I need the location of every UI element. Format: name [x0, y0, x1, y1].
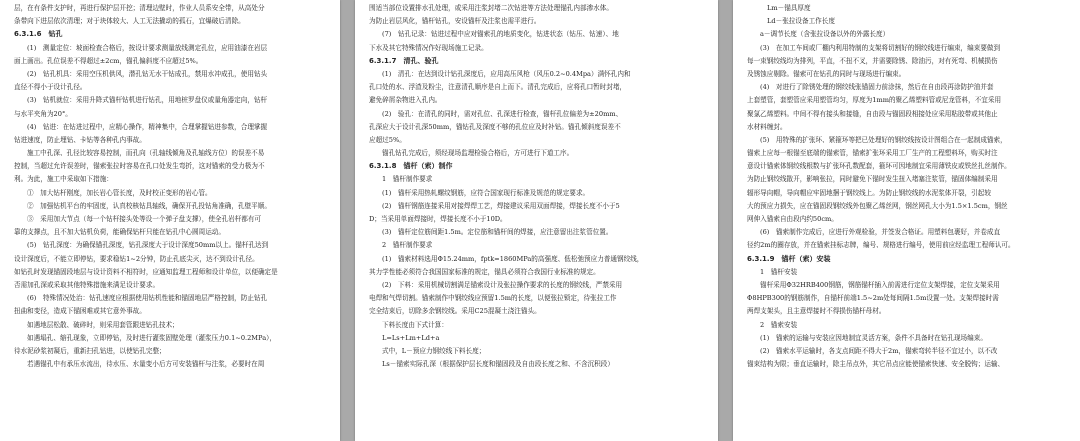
text-line: 如钻孔时发现锚固段地层与设计资料不相符时，应通知监理工程师和设计单位，以便确定是 [14, 267, 278, 276]
text-line: 电焊和气焊切割。锚索制作中钢绞线应预留1.5m的长度，以便张拉锁定，待张拉工作 [369, 294, 617, 303]
text-line: 如遇地层松散、破碎时，则采用套管跟进钻孔技术； [27, 320, 179, 329]
text-line: 为防止岩层风化，锚杆钻孔，安设锚杆及注浆也需平进行。 [369, 17, 541, 26]
document-page-right [733, 0, 1080, 441]
text-line: ① 加大钻杆刚度，加长岩心管长度，及时校正变形的岩心管。 [27, 188, 212, 197]
text-line: (4) 钻进：在钻进过程中，应精心操作，精神集中，合理掌握钻进参数，合理掌握 [27, 122, 268, 131]
text-line: (1) 清孔：在达到设计钻孔深度后，应用高压风枪（风压0.2~0.4Mpa）满怀孔内和 [382, 69, 631, 78]
section-heading: 6.3.1.8 锚杆（索）制作 [369, 162, 453, 171]
text-line: 水材料缠封。 [747, 122, 787, 131]
text-line: 孔深应大于设计孔深50mm，锚钻孔及深度不够的孔位应及时补钻。锚孔倾斜度误差不 [369, 122, 621, 131]
text-line: (4) 对进行了除锈处理的钢绞线张锚固力前涂抹，然后在自由段再涂防护油并套 [760, 83, 994, 92]
text-line: (1) 锚杆采用热轧螺纹钢筋，应符合国家现行标准及规范的规定要求。 [382, 188, 590, 197]
text-line: 1 锚杆制作要求 [382, 175, 433, 184]
text-line: (5) 钻孔深度：为确保锚孔深度，钻孔深度大于设计深度50mm以上。锚杆孔达到 [27, 241, 269, 250]
text-line: Ld－张拉设备工作长度 [767, 17, 835, 26]
text-line: 围适当部位设置排水孔处理，或采用注浆封堵二次钻进等方法处理锚孔内部渗水体。 [369, 4, 613, 12]
text-line: 锚束结构为限；垂直运输时，除主吊点外，其它吊点应能使锚索快速、安全脱钩；运输、 [747, 360, 1005, 369]
text-line: D；当采用单面焊接时，焊接长度不小于10D。 [369, 215, 507, 223]
text-line: 完全结束后，切除多余钢绞线。采用C25混凝土浇注锚头。 [369, 307, 541, 316]
text-line: 面上画出。孔位误差不得超过±2cm，锚孔偏斜度不应超过5%。 [14, 56, 203, 65]
text-line: (1) 锚索的运输与安装应因地制宜灵活方案，条件不具备时在钻孔现场编束。 [760, 333, 987, 342]
text-line: (1) 测量定位：坡面检查合格后，按设计要求测量放线测定孔位，应用油漆在岩层 [27, 43, 268, 52]
text-line: 大的预应力损失，应在锚固段钢绞线外包聚乙烯丝网，钢丝网孔大小为1.5×1.5cm，钢丝 [747, 201, 1008, 210]
text-line: 径约2m的圈存放，并在锚索挂标志牌，编号、规格进行编号，使用前应经监理工程师认可。 [747, 241, 1015, 250]
text-line: 上套塑管，套塑管应采用塑管均匀，厚度为1mm的聚乙烯塑料管或尼龙管料，不宜采用 [747, 96, 1002, 105]
text-line: 下水及其它特殊情况作好现场施工记录。 [369, 43, 488, 52]
text-line: a－调节长度（含张拉设备以外的外露长度） [760, 30, 890, 39]
text-line: 式中，L－预应力钢绞线下料长度； [382, 346, 486, 355]
text-line: 聚氯乙烯塑料。中间不得有接头和接缝，自由段与锚固段相接处应采用粘胶带或其他止 [747, 109, 998, 118]
text-line: 与水平夹角为20°。 [14, 109, 72, 118]
text-line: 1 锚杆安装 [760, 267, 798, 276]
text-line: 钻进速度，防止埋钻、卡钻等各种孔内事故。 [14, 135, 146, 144]
text-line: 施工中孔深、孔径比较容易控制，而孔向（孔轴线倾角及孔轴线方位）的误差不易 [27, 149, 265, 158]
text-line: 为防止钢绞线散开，影响张拉，同时避免下锚时发生扭入堵塞注浆管，锚固体编制采用 [747, 175, 998, 184]
text-line: Φ8HPB300的钢筋制作，自锚杆前端1.5~2m处每间隔1.5m设置一处。支架焊接时需 [747, 294, 999, 303]
text-line: 孔口处的水、浮渣及粉尘，注意清孔顺序是自上而下。清孔完成后，应将孔口暂时封堵， [369, 83, 627, 92]
text-line: (3) 在加工车间或厂棚内利用特制的支架将切割好的钢绞线进行编束，编束要做到 [760, 43, 1001, 52]
text-line: (7) 钻孔记录：钻进过程中应对锚索孔的地质变化，钻进状态（钻压、钻速）、地 [382, 30, 619, 39]
text-line: Ls－锚索实际孔深（根据保护层长度和锚固段及自由段长度之和、不含沉积段） [382, 360, 614, 369]
text-line: (6) 特殊情况处治：钻孔速度应根据使用钻机性能和锚固地层严格控制，防止钻孔 [27, 294, 268, 303]
text-line: 否需加孔深或采取其他特殊措施来满足设计要求。 [14, 280, 160, 289]
text-line: (6) 锚索制作完成后，应进行外观检验，并签发合格证。用塑料包裹好，并卷成直 [760, 228, 1001, 237]
section-heading: 6.3.1.9 锚杆（索）安装 [747, 254, 831, 263]
text-line: (2) 锚杆钢筋连接采用对接焊焊工艺，焊接建议采用双面焊接，焊接长度不小于5 [382, 201, 620, 210]
text-line: L=Ls+Lm+Ld+a [382, 333, 440, 342]
text-line: 层，在有条件支护时，再进行保护层开挖；清理边壁时，作业人员系安全带，从高处分 [14, 4, 265, 12]
text-line: 如遇塌孔、缩孔现象，立即停钻，及时进行灌浆固壁处理（灌浆压力0.1~0.2MPa）， [27, 333, 277, 342]
text-line: 辐形导向帽，导向帽应牢固地捆于钢绞线上。为防止钢绞线的水泥浆体开裂，引起较 [747, 188, 991, 197]
text-line: 若遇锚孔中有承压水流出，待水压、水量变小后方可安装锚杆与注浆，必要时在周 [27, 360, 265, 369]
text-line: 待水泥砂浆初凝后，重新扫孔钻进，以使钻孔完整； [14, 346, 166, 355]
text-line: 锚孔钻孔完成后，须经现场监理检验合格后，方可进行下道工序。 [382, 149, 574, 158]
text-line: 设计深度后，不能立即停钻，要求稳钻1~2分钟，防止孔底尖灭，达不到设计孔径。 [14, 254, 259, 263]
text-line: 其力学性能必须符合我国国家标准的规定，锚具必须符合我国行业标准的规定。 [369, 267, 600, 276]
text-line: 及锈蚀应剔除。锚索可在钻孔的同时与现场进行编束。 [747, 69, 906, 78]
text-line: 控制，当超过允许误差时，锚索张拉时容易在孔口处发生弯折，这对锚索的受力极为不 [14, 162, 265, 171]
section-heading: 6.3.1.6 钻孔 [14, 30, 63, 39]
text-line: 应超过5%。 [369, 135, 406, 144]
text-line: ③ 采用加大节点（每一个钻杆接头处等设一个弹子盘支撑），使全孔岩杆都有可 [27, 215, 262, 223]
text-line: 意设计锚索体钢绞线根数与扩张环孔数配套，箍环可因地制宜采用薄铁皮或铁丝扎丝制作。 [747, 162, 1011, 171]
text-line: 利。为此，施工中采取如下措施： [14, 175, 113, 184]
document-page-left [0, 0, 340, 441]
text-line: (1) 锚索材料选用Φ15.24mm，fptk=1860MPa的高强度、低松弛预应力普通钢绞线， [382, 254, 644, 263]
text-line: (3) 钻机就位：采用升降式锚杆钻机进行钻孔，用地桩罗盘仪或量角器定向，钻杆 [27, 96, 268, 105]
text-line: 条带向下进层依次清理；对于块体较大、人工无法撬动的孤石，宜爆破后清除。 [14, 17, 245, 26]
text-line: 网伸入锚索自由段内约50cm。 [747, 215, 838, 223]
text-line: 锚杆采用Φ32HRB400钢筋，钢筋锚杆插入前需进行定位支架焊接，定位支架采用 [760, 280, 1000, 289]
text-line: 2 锚杆制作要求 [382, 241, 433, 250]
text-line: 两焊支架头，且主意焊接时不得损伤锚杆母材。 [747, 307, 886, 316]
text-line: (5) 用特殊的扩张环、紧箍环等把已处理好的钢绞线按设计图组合在一起制成锚索， [760, 135, 1007, 144]
text-line: (2) 钻孔机具：采用空压机供风，潜孔钻无水干钻成孔，禁用水冲成孔，使用钻头 [27, 69, 268, 78]
text-line: ② 加强钻机平台的牢固度，认真校核钻具轴线，确保开孔投钻角准确，孔壁平顺。 [27, 201, 271, 210]
text-line: (2) 下料：采用机械切割满足锚索设计及张拉操作要求的长度的钢绞线，严禁采用 [382, 280, 623, 289]
text-line: 避免碎屑杂物进入孔内。 [369, 96, 442, 105]
text-line: (2) 锚索水平运输时，各支点间距不得大于2m，锚索弯转半径不宜过小，以不改 [760, 346, 998, 355]
section-heading: 6.3.1.7 清孔、验孔 [369, 56, 439, 65]
text-line: 锚索上应每一根锚至底端的锚索管，锚索扩张环采用工厂生产的工程塑料环，购买时注 [747, 149, 998, 158]
text-line: 直径不得小于设计孔径。 [14, 83, 87, 92]
document-page-middle [355, 0, 718, 441]
text-line: 2 锚索安装 [760, 320, 798, 329]
text-line: 下料长度由下式计算： [382, 320, 448, 329]
text-line: 每一束钢绞线均为排列，平直，不扭不叉，并需要除锈、除油污，对有死弯、机械损伤 [747, 56, 998, 65]
text-line: 扭曲和变径，造成下锚困难或其它意外事故。 [14, 307, 146, 316]
text-line: Lm－锚具厚度 [767, 4, 811, 12]
text-line: (2) 验孔：在清孔的同时，需对孔位、孔深进行检查，锚杆孔位偏差为±20mm、 [382, 109, 623, 118]
text-line: 靠的支撑点，且不加大钻机负荷，能确保钻杆只能在钻孔中心圆周运动。 [14, 228, 225, 237]
text-line: (3) 锚杆定位筋间距1.5m。定位筋和锚杆间的焊接，应注意留出注浆管位置。 [382, 228, 613, 237]
